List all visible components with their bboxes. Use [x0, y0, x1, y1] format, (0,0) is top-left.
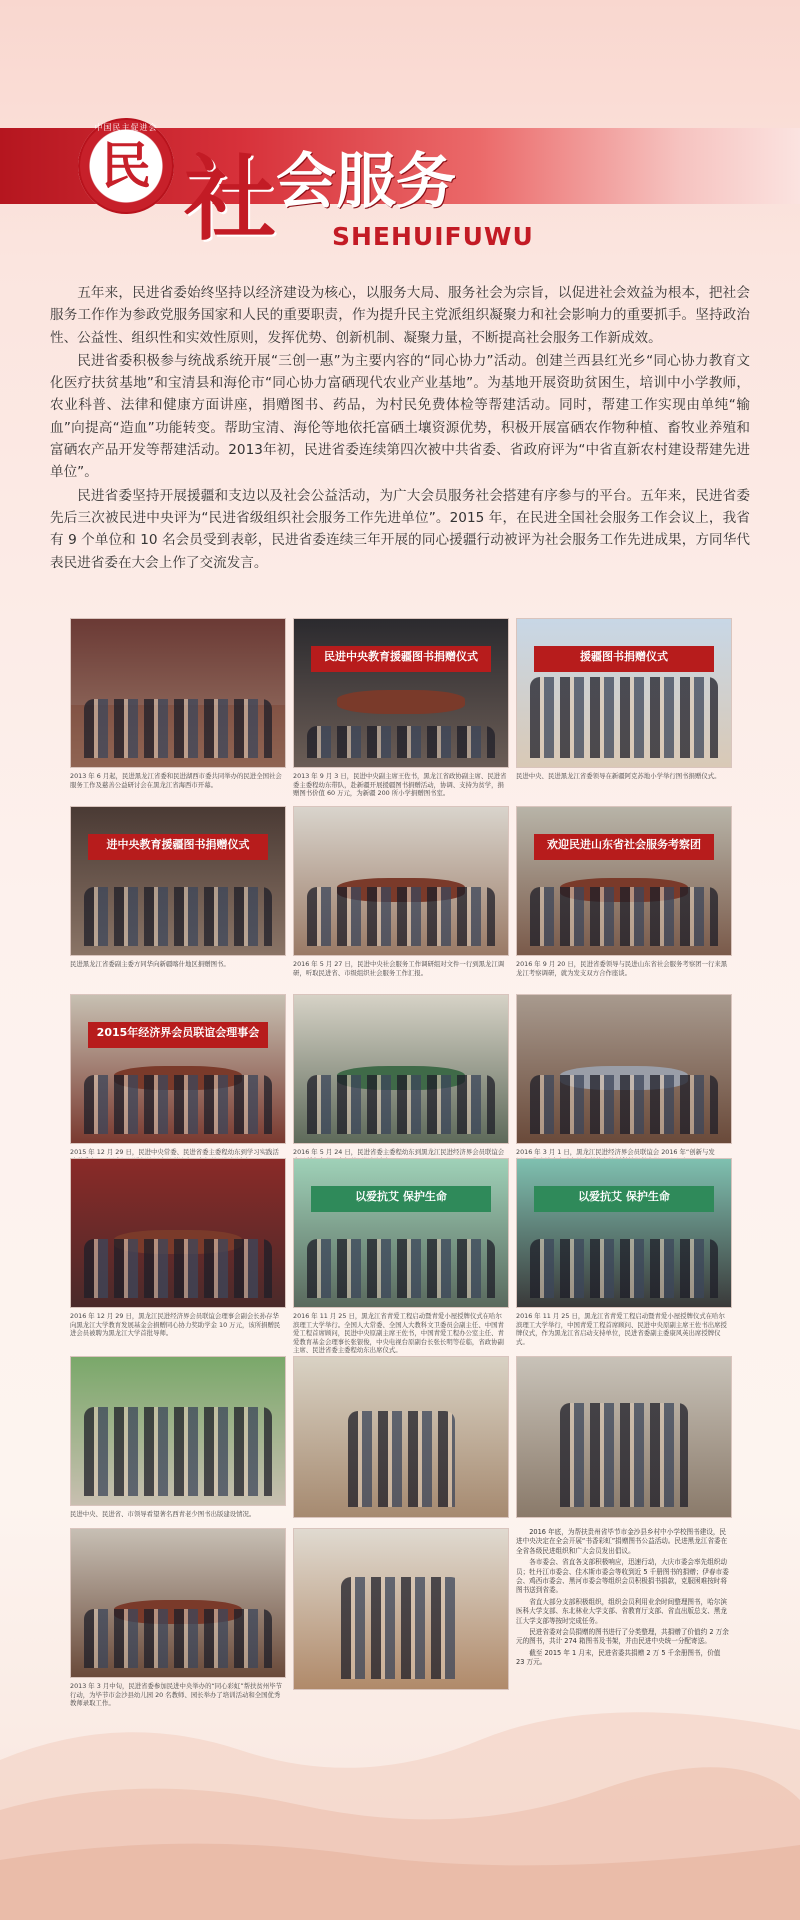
photo [293, 1158, 509, 1308]
photo-caption: 2016 年 11 月 25 日，黑龙江省青爱工程启动暨青爱小屋授牌仪式在哈尔滨理工大学举行，中国青爱工程首席顾问、民进中央原副主席王佐书出席授牌仪式，作为黑龙江省启动支持单位，民进省委副主委康风英出席授牌仪式。 [516, 1312, 727, 1346]
photo [293, 618, 509, 768]
photo-sign: 援疆图书捐赠仪式 [534, 646, 714, 673]
photo-caption: 2016 年 11 月 25 日，黑龙江省青爱工程启动暨青爱小屋授牌仪式在哈尔滨理工大学举行。全国人大常委、全国人大教科文卫委员会副主任、中国青爱工程首席顾问，民进中央原副主席王佐书，中国青爱工程办公室主任、青爱教育基金会理事长张银俊，中央电视台原副台长张长明等莅临，省政协副主席、民进省委主委程幼东出席仪式。 [293, 1312, 504, 1355]
photo [516, 618, 732, 768]
photo-caption: 2013 年 9 月 3 日，民进中央副主席王佐书，黑龙江省政协副主席、民进省委主委程幼东带队，赴新疆开展援疆图书捐赠活动，协调、支持为贫学，捐赠图书价值 60 万元，为新疆 200 所小学捐赠图书室。 [293, 772, 507, 798]
photo-card [293, 1356, 507, 1518]
page-subtitle: SHEHUIFUWU [332, 222, 534, 251]
photo-card [516, 1158, 730, 1346]
photo-card [293, 994, 507, 1182]
photo-caption: 2016 年 9 月 20 日，民进省委领导与民进山东省社会服务考察团一行来黑龙江考察调研，就为发支双方合作座谈。 [516, 960, 728, 977]
photo-card [70, 806, 284, 994]
photo [70, 806, 286, 956]
photo [70, 1356, 286, 1506]
title-first-char: 社 [184, 145, 277, 253]
photo-sign: 欢迎民进山东省社会服务考察团 [534, 834, 714, 861]
photo-caption: 2013 年 6 月起，民进黑龙江省委和民进湖西市委共同举办的民进全国社会服务工作及慈善公益研讨会在黑龙江省海西市开幕。 [70, 772, 282, 789]
side-paragraph: 2016 年底，为帮扶贵州省毕节市金沙县乡村中小学校图书建设，民进中央决定在全会开展“书香彩虹”捐赠图书公益活动。民进黑龙江省委在全省各级民进组织和广大会员发出倡议。 [516, 1528, 728, 1555]
photo [70, 618, 286, 768]
photo-card [293, 806, 507, 994]
photo-caption: 2016 年 5 月 27 日，民进中央社会服务工作调研组对文件一行到黑龙江调研，听取民进省、市级组织社会服务工作汇报。 [293, 960, 505, 977]
photo-card [516, 1356, 730, 1518]
logo-ring-text: 中国民主促进会 [94, 123, 158, 132]
photo [70, 994, 286, 1144]
photo-card [516, 618, 730, 806]
photo [516, 806, 732, 956]
minjin-logo [78, 118, 174, 214]
photo-card [293, 1158, 507, 1355]
photo [70, 1158, 286, 1308]
paragraph: 民进省委坚持开展援疆和支边以及社会公益活动，为广大会员服务社会搭建有序参与的平台。五年来，民进省委先后三次被民进中央评为“民进省级组织社会服务工作先进单位”。2015 年，在民进全国社会服务工作会议上，我省有 9 个单位和 10 名会员受到表彰，民进省委连续三年开展的同心援疆行动被评为社会服务工作先进成果，方同华代表民进省委在大会上作了交流发言。 [50, 487, 750, 571]
title-rest: 会服务 [276, 147, 457, 217]
paragraph: 五年来，民进省委始终坚持以经济建设为核心，以服务大局、服务社会为宗旨，以促进社会效益为根本，把社会服务工作作为参政党服务国家和人民的重要职责，作为提升民主党派组织凝聚力和社会影响力的重要抓手。坚持政治性、公益性、组织性和实效性原则，发挥优势、创新机制、凝聚力量，不断提高社会服务工作新成效。 [50, 285, 750, 346]
photo-card [70, 1356, 284, 1544]
paragraph: 民进省委积极参与统战系统开展“三创一惠”为主要内容的“同心协力”活动。创建兰西县红光乡“同心协力教育文化医疗扶贫基地”和宝清县和海伦市“同心协力富硒现代农业产业基地”。为基地开展资助贫困生，培训中小学教师，农业科普、法律和健康方面讲座，捐赠图书、药品，为村民免费体检等帮建活动。同时，帮建工作实现由单纯“输血”向提高“造血”功能转变。帮助宝清、海伦等地依托富硒土壤资源优势，积极开展富硒农作物种植、畜牧业养殖和富硒农产品开发等帮建活动。2013年初，民进省委连续第四次被中共省委、省政府评为“中省直新农村建设帮建先进单位”。 [50, 352, 750, 481]
logo-emblem-char: 民 [101, 136, 151, 195]
photo-card [70, 1158, 284, 1346]
photo [293, 1356, 509, 1518]
photo-card [70, 618, 284, 806]
photo-caption: 2015 年 12 月 29 日，民进中央常委、民进省委主委程幼东到学习实践活 [70, 1148, 279, 1156]
mountain-decoration [0, 1620, 800, 1920]
photo [293, 806, 509, 956]
side-paragraph: 省直大部分支部积极组织，组织会员利用业余时间整理图书，哈尔滨医科大学支部、东北林业大学支部、省教育厅支部、省直出版总支、黑龙江大学支部等按时完成任务。 [516, 1597, 727, 1625]
photo-card [516, 994, 730, 1182]
photo-caption: 2016 年 3 月 1 日，黑龙江民进经济界会员联谊会 2016 年“创新与发 [516, 1148, 715, 1156]
photo [516, 1356, 732, 1518]
side-paragraph: 各市委会、省直各支部积极响应，迅速行动，大庆市委会率先组织动员；牡丹江市委会、佳木斯市委会等收到近 5 千册图书的捐赠；伊春市委会、鸡西市委会、黑河市委会等组织会员积极捐书捐款，克服困难按时将图书送到省委。 [516, 1558, 729, 1595]
photo-caption: 民进中央、民进黑龙江省委领导在新疆阿克苏地小学举行图书捐赠仪式。 [516, 772, 721, 780]
photo [293, 994, 509, 1144]
photo-card [293, 618, 507, 806]
photo-sign: 进中央教育援疆图书捐赠仪式 [88, 834, 268, 861]
photo-caption: 2016 年 12 月 29 日，黑龙江民进经济界会员联谊会理事会副会长孙存华向黑龙江大学教育发展基金会捐赠同心协力奖助学金 10 万元，该所捐赠民进会员被聘为黑龙江大学首批导师。 [70, 1312, 281, 1338]
photo-caption: 2016 年 5 月 24 日，民进省委主委程幼东到黑龙江民进经济界会员联谊会 [293, 1148, 505, 1156]
photo-sign: 2015年经济界会员联谊会理事会 [88, 1022, 268, 1049]
side-paragraph: 截至 2015 年 1 月末，民进省委共捐赠 2 万 5 千余册图书，价值 23 万元。 [516, 1648, 721, 1667]
photo-sign: 以爱抗艾 保护生命 [534, 1186, 714, 1213]
photo-card [70, 994, 284, 1182]
photo-sign: 民进中央教育援疆图书捐赠仪式 [311, 646, 491, 673]
photo-sign: 以爱抗艾 保护生命 [311, 1186, 491, 1213]
photo-card [516, 806, 730, 994]
side-paragraph: 民进省委对会员捐赠的图书进行了分类整理，共捐赠了价值约 2 万余元的图书，共计 274 箱图书及书架，并由民进中央统一分配寄送。 [516, 1628, 729, 1646]
intro-text [50, 282, 750, 575]
photo-caption: 民进黑龙江省委副主委方同华向新疆喀什地区捐赠图书。 [70, 960, 230, 968]
photo [516, 994, 732, 1144]
photo [516, 1158, 732, 1308]
photo-caption: 民进中央、民进省、市领导看望著名西青老少图书出版建设情况。 [70, 1510, 256, 1518]
photo-caption: 2013 年 3 月中旬，民进省委参加民进中央举办的“同心彩虹”帮扶贫州毕节行动，为毕节市金沙县幼儿园 20 名教师、园长举办了培训活动和全国优秀教师录取工作。 [70, 1682, 282, 1708]
